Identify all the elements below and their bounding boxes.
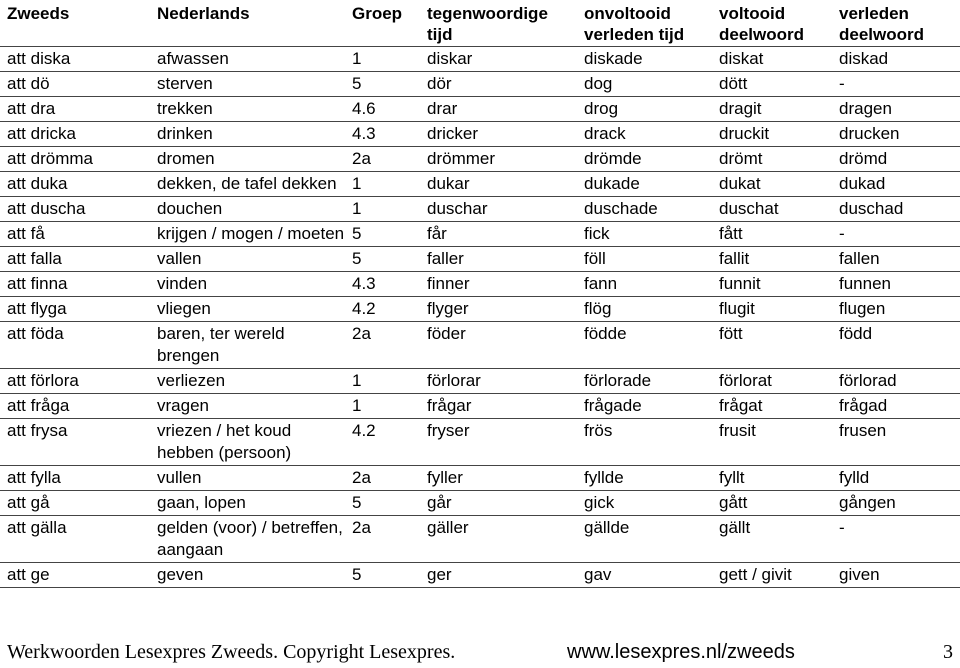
table-row [0, 369, 960, 394]
cell-past: frös [577, 419, 712, 466]
cell-dutch: trekken [150, 97, 345, 122]
cell-present: frågar [420, 394, 577, 419]
header-group: Groep [345, 0, 420, 47]
cell-dutch: vragen [150, 394, 345, 419]
cell-dutch: vallen [150, 247, 345, 272]
cell-present: går [420, 491, 577, 516]
cell-group: 2a [345, 147, 420, 172]
header-supine: voltooid deelwoord [712, 0, 832, 47]
cell-supine: dött [712, 72, 832, 97]
cell-group: 2a [345, 516, 420, 563]
cell-dutch: verliezen [150, 369, 345, 394]
cell-past: flög [577, 297, 712, 322]
header-row [0, 0, 960, 47]
cell-supine: fallit [712, 247, 832, 272]
cell-swedish: att gå [0, 491, 150, 516]
cell-group: 1 [345, 197, 420, 222]
cell-supine: förlorat [712, 369, 832, 394]
cell-dutch: vliegen [150, 297, 345, 322]
footer-copyright: Werkwoorden Lesexpres Zweeds. Copyright Lesexpres. [7, 641, 456, 663]
cell-group: 5 [345, 247, 420, 272]
cell-group: 1 [345, 394, 420, 419]
cell-group: 5 [345, 491, 420, 516]
table-row [0, 122, 960, 147]
cell-swedish: att gälla [0, 516, 150, 563]
cell-past-participle: fylld [832, 466, 960, 491]
cell-past-participle: frågad [832, 394, 960, 419]
cell-supine: fått [712, 222, 832, 247]
cell-group: 1 [345, 172, 420, 197]
cell-past: drack [577, 122, 712, 147]
cell-dutch: baren, ter wereld brengen [150, 322, 345, 369]
cell-swedish: att duka [0, 172, 150, 197]
table-row [0, 272, 960, 297]
cell-swedish: att dra [0, 97, 150, 122]
cell-swedish: att falla [0, 247, 150, 272]
table-row [0, 322, 960, 369]
cell-past-participle: dragen [832, 97, 960, 122]
cell-past: föll [577, 247, 712, 272]
cell-past: födde [577, 322, 712, 369]
cell-present: föder [420, 322, 577, 369]
cell-swedish: att fråga [0, 394, 150, 419]
cell-swedish: att frysa [0, 419, 150, 466]
cell-present: dricker [420, 122, 577, 147]
table-row [0, 297, 960, 322]
table-row [0, 466, 960, 491]
cell-present: fyller [420, 466, 577, 491]
cell-group: 1 [345, 369, 420, 394]
cell-present: dör [420, 72, 577, 97]
cell-past-participle: funnen [832, 272, 960, 297]
table-row [0, 419, 960, 466]
cell-past-participle: flugen [832, 297, 960, 322]
header-past: onvoltooid verleden tijd [577, 0, 712, 47]
table-row [0, 247, 960, 272]
cell-past: gav [577, 563, 712, 588]
cell-present: faller [420, 247, 577, 272]
cell-group: 5 [345, 222, 420, 247]
cell-supine: gett / givit [712, 563, 832, 588]
cell-present: får [420, 222, 577, 247]
page-number: 3 [943, 641, 953, 663]
table-row [0, 197, 960, 222]
footer-url: www.lesexpres.nl/zweeds [567, 641, 795, 663]
cell-present: finner [420, 272, 577, 297]
cell-group: 2a [345, 322, 420, 369]
cell-dutch: vullen [150, 466, 345, 491]
cell-supine: frågat [712, 394, 832, 419]
table-row [0, 222, 960, 247]
cell-dutch: krijgen / mogen / moeten [150, 222, 345, 247]
table-row [0, 72, 960, 97]
cell-present: diskar [420, 47, 577, 72]
cell-past-participle: - [832, 222, 960, 247]
table-row [0, 563, 960, 588]
cell-group: 5 [345, 72, 420, 97]
page-footer [0, 641, 960, 667]
cell-supine: duschat [712, 197, 832, 222]
cell-dutch: sterven [150, 72, 345, 97]
cell-dutch: dromen [150, 147, 345, 172]
cell-supine: drömt [712, 147, 832, 172]
table-row [0, 491, 960, 516]
cell-past: frågade [577, 394, 712, 419]
cell-past-participle: förlorad [832, 369, 960, 394]
cell-swedish: att föda [0, 322, 150, 369]
cell-past-participle: - [832, 516, 960, 563]
cell-past-participle: dukad [832, 172, 960, 197]
cell-swedish: att duscha [0, 197, 150, 222]
cell-group: 4.2 [345, 297, 420, 322]
cell-present: flyger [420, 297, 577, 322]
cell-dutch: vriezen / het koud hebben (persoon) [150, 419, 345, 466]
cell-supine: druckit [712, 122, 832, 147]
cell-group: 4.3 [345, 122, 420, 147]
cell-supine: dukat [712, 172, 832, 197]
cell-past-participle: drömd [832, 147, 960, 172]
cell-present: duschar [420, 197, 577, 222]
cell-supine: fyllt [712, 466, 832, 491]
cell-present: dukar [420, 172, 577, 197]
cell-group: 5 [345, 563, 420, 588]
cell-dutch: drinken [150, 122, 345, 147]
cell-present: drömmer [420, 147, 577, 172]
header-swedish: Zweeds [0, 0, 150, 47]
header-past-participle: verleden deelwoord [832, 0, 960, 47]
cell-present: drar [420, 97, 577, 122]
cell-past-participle: - [832, 72, 960, 97]
cell-past-participle: given [832, 563, 960, 588]
cell-supine: dragit [712, 97, 832, 122]
cell-supine: fött [712, 322, 832, 369]
cell-present: fryser [420, 419, 577, 466]
cell-past: diskade [577, 47, 712, 72]
cell-past: dukade [577, 172, 712, 197]
cell-supine: gått [712, 491, 832, 516]
cell-past: gällde [577, 516, 712, 563]
cell-past: drog [577, 97, 712, 122]
cell-present: gäller [420, 516, 577, 563]
cell-past: dog [577, 72, 712, 97]
cell-past: gick [577, 491, 712, 516]
cell-group: 4.3 [345, 272, 420, 297]
cell-swedish: att få [0, 222, 150, 247]
table-row [0, 47, 960, 72]
cell-past: drömde [577, 147, 712, 172]
cell-dutch: dekken, de tafel dekken [150, 172, 345, 197]
cell-swedish: att förlora [0, 369, 150, 394]
cell-swedish: att drömma [0, 147, 150, 172]
cell-dutch: geven [150, 563, 345, 588]
table-row [0, 97, 960, 122]
cell-group: 1 [345, 47, 420, 72]
cell-past: förlorade [577, 369, 712, 394]
cell-past-participle: fallen [832, 247, 960, 272]
cell-swedish: att finna [0, 272, 150, 297]
table-row [0, 394, 960, 419]
cell-swedish: att dricka [0, 122, 150, 147]
cell-swedish: att flyga [0, 297, 150, 322]
cell-group: 4.2 [345, 419, 420, 466]
header-present: tegenwoordige tijd [420, 0, 577, 47]
cell-past-participle: frusen [832, 419, 960, 466]
cell-supine: funnit [712, 272, 832, 297]
cell-past-participle: duschad [832, 197, 960, 222]
cell-dutch: vinden [150, 272, 345, 297]
cell-past-participle: diskad [832, 47, 960, 72]
cell-present: ger [420, 563, 577, 588]
cell-dutch: douchen [150, 197, 345, 222]
cell-supine: flugit [712, 297, 832, 322]
cell-past: fann [577, 272, 712, 297]
header-dutch: Nederlands [150, 0, 345, 47]
cell-dutch: gelden (voor) / betreffen, aangaan [150, 516, 345, 563]
table-row [0, 172, 960, 197]
cell-dutch: afwassen [150, 47, 345, 72]
cell-present: förlorar [420, 369, 577, 394]
cell-group: 2a [345, 466, 420, 491]
table-row [0, 516, 960, 563]
cell-supine: frusit [712, 419, 832, 466]
cell-supine: diskat [712, 47, 832, 72]
cell-supine: gällt [712, 516, 832, 563]
cell-past-participle: född [832, 322, 960, 369]
cell-past-participle: drucken [832, 122, 960, 147]
cell-past: duschade [577, 197, 712, 222]
cell-past-participle: gången [832, 491, 960, 516]
cell-past: fyllde [577, 466, 712, 491]
cell-swedish: att fylla [0, 466, 150, 491]
cell-dutch: gaan, lopen [150, 491, 345, 516]
cell-group: 4.6 [345, 97, 420, 122]
cell-swedish: att dö [0, 72, 150, 97]
cell-swedish: att ge [0, 563, 150, 588]
table-row [0, 147, 960, 172]
cell-swedish: att diska [0, 47, 150, 72]
cell-past: fick [577, 222, 712, 247]
